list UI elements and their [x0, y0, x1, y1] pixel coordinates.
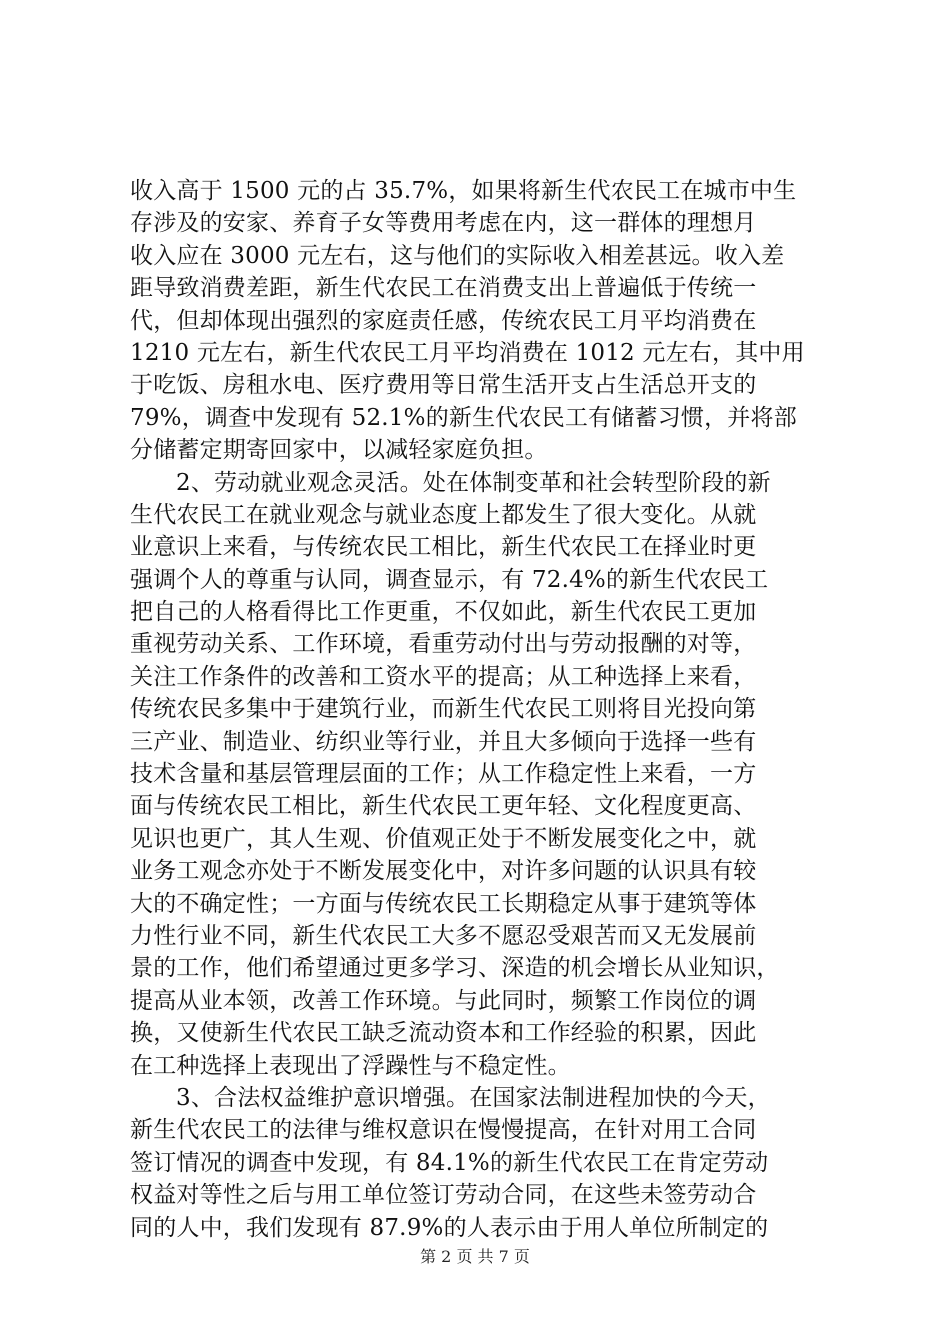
text-line: 1210 元左右，新生代农民工月平均消费在 1012 元左右，其中用 [130, 339, 805, 366]
text-line: 79%，调查中发现有 52.1%的新生代农民工有储蓄习惯，并将部 [130, 404, 797, 431]
text-line: 权益对等性之后与用工单位签订劳动合同，在这些未签劳动合 [130, 1182, 757, 1209]
text-line: 提高从业本领，改善工作环境。与此同时，频繁工作岗位的调 [130, 987, 757, 1014]
text-line: 存涉及的安家、养育子女等费用考虑在内，这一群体的理想月 [130, 210, 757, 237]
text-line: 在工种选择上表现出了浮躁性与不稳定性。 [130, 1052, 571, 1079]
paragraph-heading-3: 3、合法权益维护意识增强。在国家法制进程加快的今天， [176, 1084, 771, 1111]
text-line: 生代农民工在就业观念与就业态度上都发生了很大变化。从就 [130, 501, 757, 528]
text-line: 换，又使新生代农民工缺乏流动资本和工作经验的积累，因此 [130, 1020, 757, 1047]
text-line: 三产业、制造业、纺织业等行业，并且大多倾向于选择一些有 [130, 728, 757, 755]
text-line: 把自己的人格看得比工作更重，不仅如此，新生代农民工更加 [130, 599, 757, 626]
text-line: 面与传统农民工相比，新生代农民工更年轻、文化程度更高、 [130, 793, 757, 820]
text-line: 大的不确定性；一方面与传统农民工长期稳定从事于建筑等体 [130, 890, 757, 917]
text-line: 重视劳动关系、工作环境，看重劳动付出与劳动报酬的对等， [130, 631, 757, 658]
text-line: 收入高于 1500 元的占 35.7%，如果将新生代农民工在城市中生 [130, 178, 797, 204]
text-line: 距导致消费差距，新生代农民工在消费支出上普遍低于传统一 [130, 275, 757, 302]
text-line: 收入应在 3000 元左右，这与他们的实际收入相差甚远。收入差 [130, 242, 785, 269]
text-line: 强调个人的尊重与认同，调查显示，有 72.4%的新生代农民工 [130, 566, 769, 593]
text-line: 力性行业不同，新生代农民工大多不愿忍受艰苦而又无发展前 [130, 922, 757, 949]
text-line: 景的工作，他们希望通过更多学习、深造的机会增长从业知识， [130, 955, 780, 982]
text-line: 分储蓄定期寄回家中，以减轻家庭负担。 [130, 437, 548, 464]
text-line: 业务工观念亦处于不断发展变化中，对许多问题的认识具有较 [130, 858, 757, 885]
text-line: 见识也更广，其人生观、价值观正处于不断发展变化之中，就 [130, 825, 757, 852]
text-line: 关注工作条件的改善和工资水平的提高；从工种选择上来看， [130, 663, 757, 690]
text-line: 代，但却体现出强烈的家庭责任感，传统农民工月平均消费在 [130, 307, 757, 334]
text-line: 传统农民多集中于建筑行业，而新生代农民工则将目光投向第 [130, 696, 757, 723]
text-line: 签订情况的调查中发现，有 84.1%的新生代农民工在肯定劳动 [130, 1149, 769, 1176]
paragraph-heading-2: 2、劳动就业观念灵活。处在体制变革和社会转型阶段的新 [176, 469, 771, 496]
document-body [130, 175, 830, 1244]
text-line: 同的人中，我们发现有 87.9%的人表示由于用人单位所制定的 [130, 1214, 769, 1241]
text-line: 新生代农民工的法律与维权意识在慢慢提高，在针对用工合同 [130, 1117, 757, 1144]
text-line: 于吃饭、房租水电、医疗费用等日常生活开支占生活总开支的 [130, 372, 757, 399]
text-line: 技术含量和基层管理层面的工作；从工作稳定性上来看，一方 [130, 761, 757, 788]
text-line: 业意识上来看，与传统农民工相比，新生代农民工在择业时更 [130, 534, 757, 561]
page-number-footer: 第 2 页 共 7 页 [420, 1247, 530, 1266]
